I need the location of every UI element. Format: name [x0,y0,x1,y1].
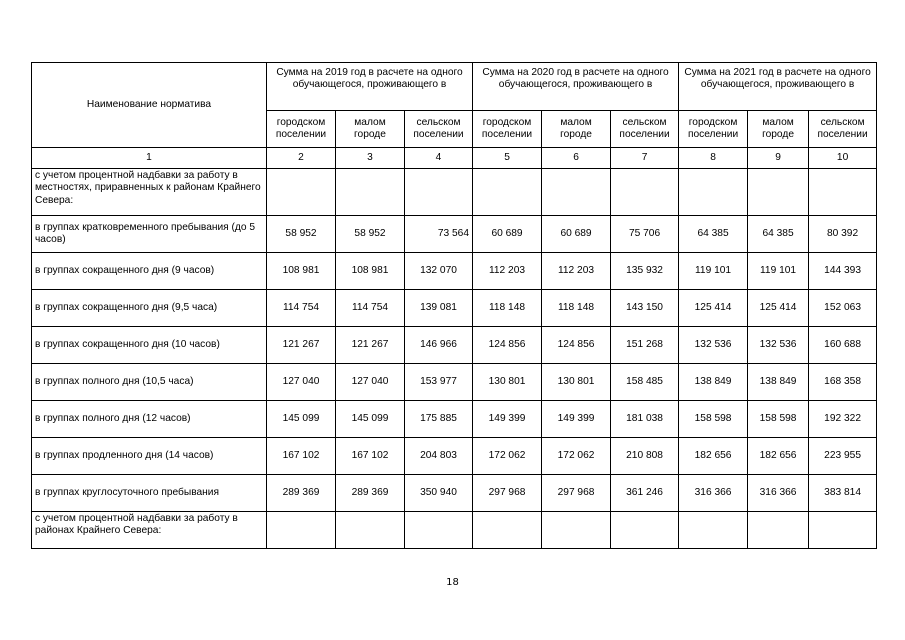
value-cell: 127 040 [267,364,336,401]
table-row [32,327,877,364]
value-cell [679,169,748,216]
value-cell: 138 849 [679,364,748,401]
value-cell [542,169,611,216]
value-cell: 130 801 [473,364,542,401]
value-cell: 132 536 [679,327,748,364]
value-cell: 151 268 [611,327,679,364]
column-number: 5 [473,148,542,169]
column-number: 6 [542,148,611,169]
value-cell: 108 981 [267,253,336,290]
value-cell: 175 885 [405,401,473,438]
value-cell [748,169,809,216]
sub-header: сельском поселении [405,111,473,148]
sub-header: малом городе [542,111,611,148]
sub-header: малом городе [748,111,809,148]
value-cell: 58 952 [267,216,336,253]
value-cell: 350 940 [405,475,473,512]
value-cell [473,512,542,549]
table-row [32,253,877,290]
name-column-header: Наименование норматива [32,63,267,148]
value-cell: 383 814 [809,475,877,512]
value-cell: 181 038 [611,401,679,438]
value-cell [267,512,336,549]
table-row [32,290,877,327]
value-cell: 121 267 [336,327,405,364]
table-row [32,401,877,438]
value-cell: 138 849 [748,364,809,401]
value-cell: 172 062 [542,438,611,475]
value-cell: 158 598 [679,401,748,438]
sub-header: малом городе [336,111,405,148]
value-cell [809,169,877,216]
value-cell: 124 856 [473,327,542,364]
norm-name-cell: в группах кратковременного пребывания (до 5 часов) [32,216,267,253]
value-cell: 172 062 [473,438,542,475]
value-cell: 297 968 [473,475,542,512]
year-2020-header: Сумма на 2020 год в расчете на одного обучающегося, проживающего в [473,63,679,111]
value-cell: 121 267 [267,327,336,364]
value-cell [809,512,877,549]
value-cell: 118 148 [542,290,611,327]
value-cell [473,169,542,216]
norm-name-cell: в группах сокращенного дня (10 часов) [32,327,267,364]
value-cell: 64 385 [748,216,809,253]
column-number: 9 [748,148,809,169]
value-cell: 60 689 [473,216,542,253]
sub-header: городском поселении [679,111,748,148]
sub-header: сельском поселении [809,111,877,148]
value-cell: 289 369 [336,475,405,512]
table-body [32,169,877,549]
year-2021-header: Сумма на 2021 год в расчете на одного обучающегося, проживающего в [679,63,877,111]
sub-header: сельском поселении [611,111,679,148]
value-cell [405,512,473,549]
value-cell: 108 981 [336,253,405,290]
value-cell: 316 366 [679,475,748,512]
page-number: 18 [446,577,459,588]
value-cell: 118 148 [473,290,542,327]
value-cell [611,512,679,549]
value-cell: 182 656 [748,438,809,475]
table-row [32,364,877,401]
value-cell: 149 399 [542,401,611,438]
value-cell: 192 322 [809,401,877,438]
value-cell: 73 564 [405,216,473,253]
value-cell [336,169,405,216]
value-cell: 144 393 [809,253,877,290]
value-cell: 130 801 [542,364,611,401]
table-row [32,438,877,475]
value-cell [679,512,748,549]
value-cell: 160 688 [809,327,877,364]
value-cell: 58 952 [336,216,405,253]
value-cell: 167 102 [267,438,336,475]
value-cell: 114 754 [336,290,405,327]
value-cell: 114 754 [267,290,336,327]
value-cell: 145 099 [267,401,336,438]
value-cell [267,169,336,216]
value-cell: 152 063 [809,290,877,327]
norm-name-cell: в группах круглосуточного пребывания [32,475,267,512]
norm-name-cell: с учетом процентной надбавки за работу в районах Крайнего Севера: [32,512,267,549]
column-number: 7 [611,148,679,169]
column-number: 3 [336,148,405,169]
table-row [32,475,877,512]
table-header [32,63,877,169]
year-2019-header: Сумма на 2019 год в расчете на одного обучающегося, проживающего в [267,63,473,111]
value-cell: 132 070 [405,253,473,290]
value-cell: 149 399 [473,401,542,438]
value-cell: 168 358 [809,364,877,401]
column-number-row [32,148,877,169]
value-cell [748,512,809,549]
value-cell: 167 102 [336,438,405,475]
value-cell: 135 932 [611,253,679,290]
value-cell [336,512,405,549]
value-cell: 143 150 [611,290,679,327]
norms-table [31,62,877,549]
value-cell [611,169,679,216]
value-cell: 127 040 [336,364,405,401]
value-cell: 204 803 [405,438,473,475]
column-number: 4 [405,148,473,169]
column-number: 10 [809,148,877,169]
norm-name-cell: в группах сокращенного дня (9,5 часа) [32,290,267,327]
value-cell: 119 101 [679,253,748,290]
column-number: 1 [32,148,267,169]
norm-name-cell: в группах полного дня (10,5 часа) [32,364,267,401]
value-cell: 125 414 [679,290,748,327]
table-row [32,169,877,216]
value-cell: 75 706 [611,216,679,253]
value-cell: 139 081 [405,290,473,327]
value-cell: 158 485 [611,364,679,401]
norm-name-cell: в группах полного дня (12 часов) [32,401,267,438]
value-cell: 132 536 [748,327,809,364]
value-cell: 112 203 [542,253,611,290]
value-cell: 153 977 [405,364,473,401]
value-cell: 361 246 [611,475,679,512]
value-cell: 289 369 [267,475,336,512]
value-cell: 119 101 [748,253,809,290]
value-cell: 297 968 [542,475,611,512]
sub-header: городском поселении [267,111,336,148]
value-cell: 210 808 [611,438,679,475]
value-cell: 60 689 [542,216,611,253]
value-cell: 146 966 [405,327,473,364]
value-cell: 158 598 [748,401,809,438]
value-cell: 125 414 [748,290,809,327]
value-cell: 316 366 [748,475,809,512]
table-row [32,216,877,253]
norm-name-cell: в группах продленного дня (14 часов) [32,438,267,475]
value-cell [405,169,473,216]
value-cell: 182 656 [679,438,748,475]
value-cell [542,512,611,549]
value-cell: 223 955 [809,438,877,475]
value-cell: 124 856 [542,327,611,364]
table-row [32,512,877,549]
sub-header: городском поселении [473,111,542,148]
value-cell: 64 385 [679,216,748,253]
value-cell: 145 099 [336,401,405,438]
column-number: 8 [679,148,748,169]
column-number: 2 [267,148,336,169]
value-cell: 112 203 [473,253,542,290]
norm-name-cell: в группах сокращенного дня (9 часов) [32,253,267,290]
norm-name-cell: с учетом процентной надбавки за работу в местностях, приравненных к районам Крайнего Севера: [32,169,267,216]
value-cell: 80 392 [809,216,877,253]
